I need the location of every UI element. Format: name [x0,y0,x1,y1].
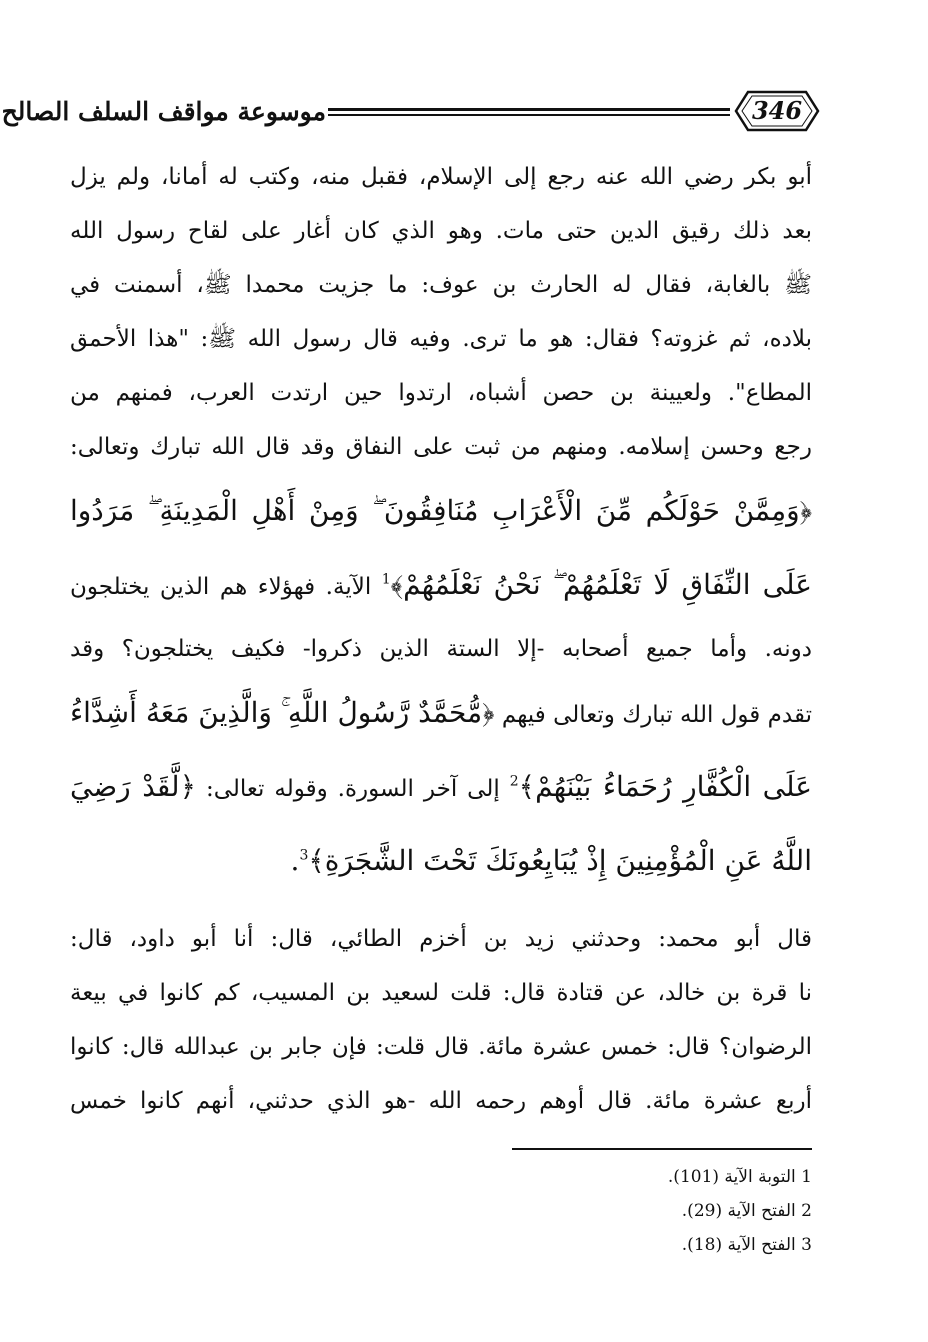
quran-verse-line-4 [70,750,812,824]
quran-verse-line-2 [70,548,812,622]
header-rule [328,108,730,117]
quran-verse-text: ﴿مُّحَمَّدٌ رَّسُولُ اللَّهِ ۚ وَالَّذِينَ مَعَهُ أَشِدَّاءُ [70,696,495,729]
footnote-3: 3 الفتح الآية (18). [681,1235,812,1255]
body-line-8: قال أبو محمد: وحدثني زيد بن أخزم الطائي، قال: أنا أبو داود، قال: [70,926,812,952]
body-text-fragment: تقدم قول الله تبارك وتعالى فيهم [494,702,812,728]
footnote-divider [512,1148,812,1150]
footnote-ref-3: 3 [299,847,309,864]
body-line-11: أربع عشرة مائة. قال أوهم رحمه الله -هو الذي حدثني، أنهم كانوا خمس [70,1088,812,1114]
body-text-fragment: الآية. فهؤلاء هم الذين يختلجون [70,574,382,600]
body-line-3: ﷺ بالغابة، فقال له الحارث بن عوف: ما جزيت محمدا ﷺ، أسمنت في [70,272,812,298]
page-header [1,88,820,136]
quran-verse-line-5 [70,824,812,898]
body-line-5: المطاع". ولعيينة بن حصن أشباه، ارتدوا حين ارتدت العرب، فمنهم من [70,380,812,406]
body-line-9: نا قرة بن خالد، عن قتادة قال: قلت لسعيد بن المسيب، كم كانوا في بيعة [70,980,812,1006]
quran-verse-text: اللَّهُ عَنِ الْمُؤْمِنِينَ إِذْ يُبَايِعُونَكَ تَحْتَ الشَّجَرَةِ﴾ [308,844,812,877]
series-title: موسوعة مواقف السلف الصالح [1,97,326,126]
body-text-fragment: . [290,844,300,877]
footnote-ref-2: 2 [509,773,519,790]
body-line-4: بلاده، ثم غزوته؟ فقال: هو ما ترى. وفيه قال رسول الله ﷺ: "هذا الأحمق [70,326,812,352]
quran-verse-text: عَلَى النِّفَاقِ لَا تَعْلَمُهُمْ ۖ نَحْنُ نَعْلَمُهُمْ﴾ [390,568,812,601]
body-text-fragment: إلى آخر السورة. وقوله تعالى: [196,776,510,802]
quran-verse-line-1: ﴿وَمِمَّنْ حَوْلَكُم مِّنَ الْأَعْرَابِ مُنَافِقُونَ ۖ وَمِنْ أَهْلِ الْمَدِينَةِ ۖ مَرَدُوا [70,494,812,527]
page-number-badge [734,90,820,132]
quran-verse-line-3 [70,676,812,750]
body-line-1: أبو بكر رضي الله عنه رجع إلى الإسلام، فقبل منه، وكتب له أمانا، ولم يزل [70,164,812,190]
body-text [70,150,812,1128]
footnote-2: 2 الفتح الآية (29). [681,1201,812,1221]
body-line-2: بعد ذلك رقيق الدين حتى مات. وهو الذي كان أغار على لقاح رسول الله [70,218,812,244]
footnote-ref-1: 1 [381,571,391,588]
body-line-10: الرضوان؟ قال: خمس عشرة مائة. قال قلت: فإن جابر بن عبدالله قال: كانوا [70,1034,812,1060]
quran-verse-text: عَلَى الْكُفَّارِ رُحَمَاءُ بَيْنَهُمْ﴾ [518,770,812,803]
body-line-7: دونه. وأما جميع أصحابه -إلا الستة الذين ذكروا- فكيف يختلجون؟ وقد [70,636,812,662]
quran-verse-text: ﴿لَّقَدْ رَضِيَ [70,770,196,803]
footnotes [450,1160,812,1262]
page-number: 346 [751,96,803,125]
footnote-1: 1 التوبة الآية (101). [667,1167,812,1187]
body-line-6: رجع وحسن إسلامه. ومنهم من ثبت على النفاق وقد قال الله تبارك وتعالى: [70,434,812,460]
